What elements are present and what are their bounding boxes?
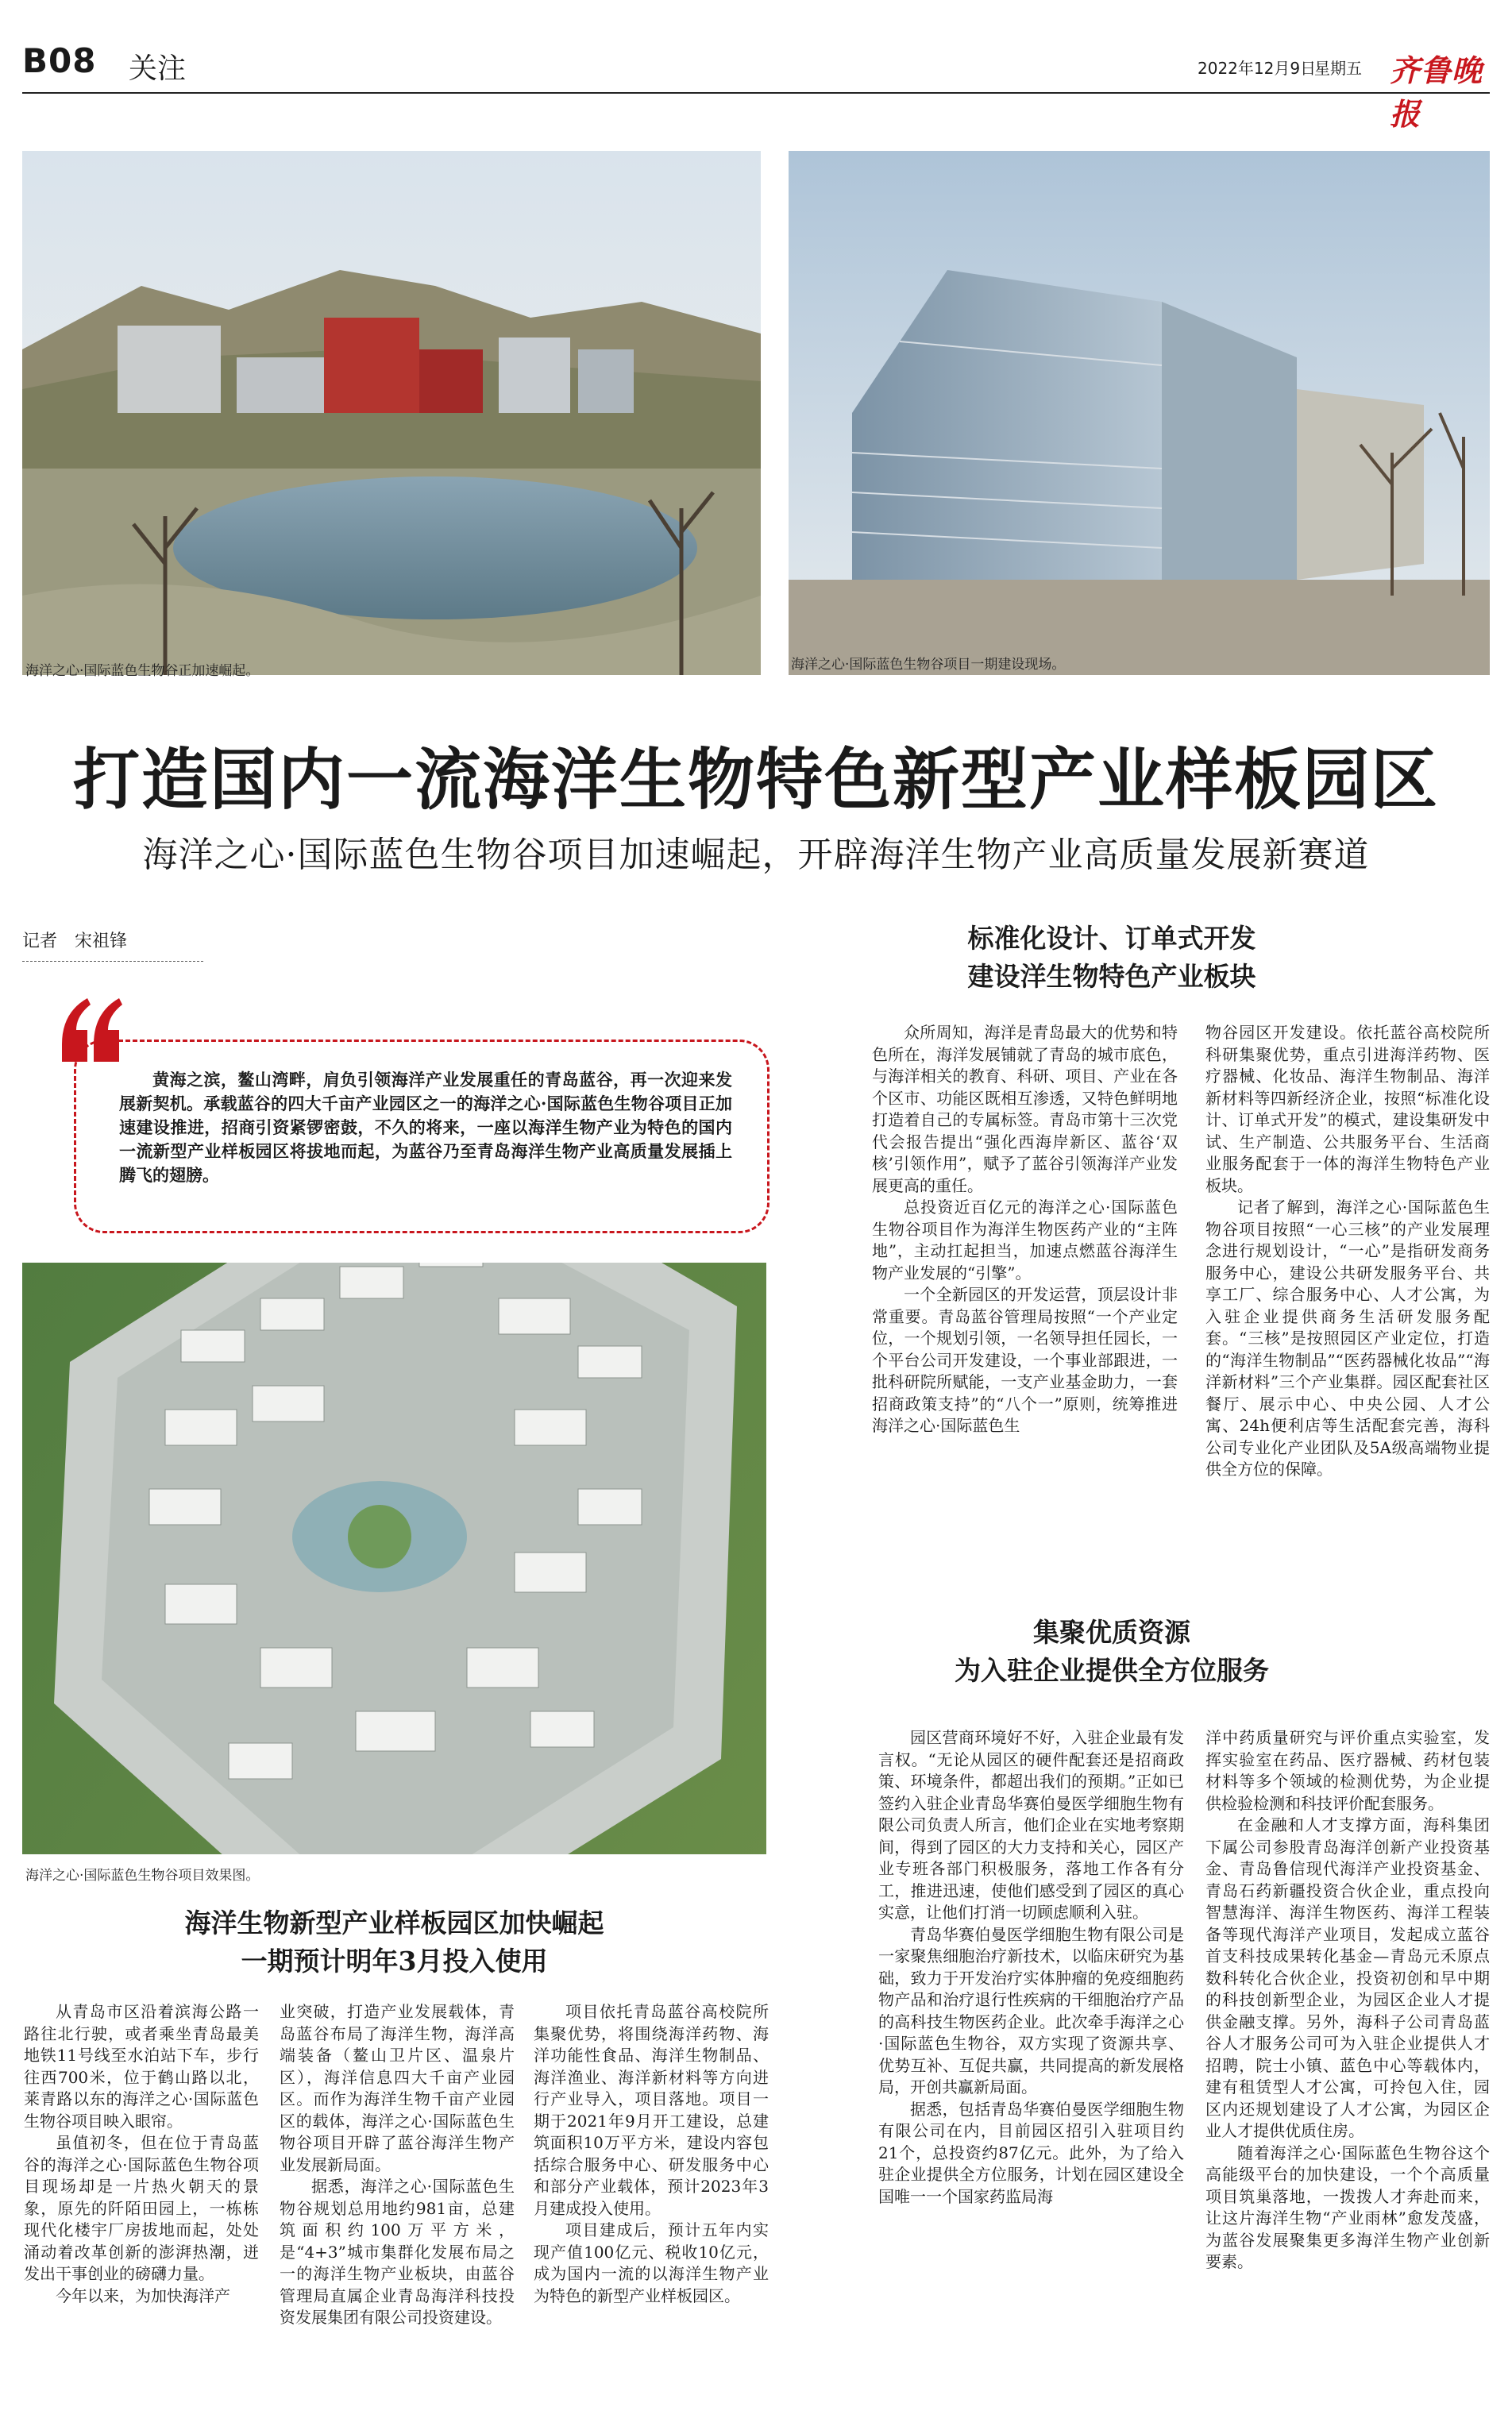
section2-heading-line1: 集聚优质资源 — [1033, 1617, 1190, 1648]
section3-paragraph: 据悉，海洋之心·国际蓝色生物谷规划总用地约981亩，总建筑面积约100万平方米，是“4+3”城市集群化发展布局之一的海洋生物产业板块，由蓝谷管理局直属企业青岛海洋科技投资发展集团有限公司投资建设。 — [280, 2177, 515, 2327]
main-headline: 打造国内一流海洋生物特色新型产业样板园区 — [72, 740, 1439, 819]
photo-construction-site — [789, 151, 1490, 675]
section1-heading-line1: 标准化设计、订单式开发 — [967, 923, 1256, 954]
section3-paragraph: 今年以来，为加快海洋产 — [56, 2285, 230, 2305]
caption-left-photo: 海洋之心·国际蓝色生物谷正加速崛起。 — [25, 663, 260, 679]
quote-mark-icon — [56, 989, 125, 1068]
section1-heading-line2: 建设洋生物特色产业板块 — [967, 961, 1256, 992]
section2-column-2 — [1205, 1727, 1490, 2274]
page-number: B08 — [22, 41, 97, 80]
photo-aerial-rendering — [22, 1263, 766, 1854]
section3-column-2 — [280, 2001, 515, 2329]
caption-right-photo: 海洋之心·国际蓝色生物谷项目一期建设现场。 — [791, 657, 1066, 673]
section2-heading-line2: 为入驻企业提供全方位服务 — [955, 1655, 1269, 1686]
section1-paragraph: 物谷园区开发建设。依托蓝谷高校院所科研集聚优势，重点引进海洋药物、医疗器械、化妆品、海洋生物制品、海洋新材料等四新经济企业，按照“标准化设计、订单式开发”的模式，建设集研发中试、生产制造、公共服务平台、生活商业服务配套于一体的海洋生物特色产业板块。 — [1205, 1023, 1490, 1195]
section2-paragraph: 随着海洋之心·国际蓝色生物谷这个高能级平台的加快建设，一个个高质量项目筑巢落地，一拨拨人才奔赴而来，让这片海洋生物“产业雨林”愈发茂盛，为蓝谷发展聚集更多海洋生物产业创新要素。 — [1205, 2143, 1490, 2271]
section3-paragraph: 从青岛市区沿着滨海公路一路往北行驶，或者乘坐青岛最美地铁11号线至水泊站下车，步行往西700米，位于鹤山路以北，莱青路以东的海洋之心·国际蓝色生物谷项目映入眼帘。 — [24, 2002, 259, 2131]
section1-paragraph: 总投资近百亿元的海洋之心·国际蓝色生物谷项目作为海洋生物医药产业的“主阵地”，主动扛起担当，加速点燃蓝谷海洋生物产业发展的“引擎”。 — [872, 1198, 1178, 1283]
caption-aerial-photo: 海洋之心·国际蓝色生物谷项目效果图。 — [25, 1868, 260, 1884]
issue-weekday: 星期五 — [1314, 59, 1362, 78]
section2-paragraph: 在金融和人才支撑方面，海科集团下属公司参股青岛海洋创新产业投资基金、青岛鲁信现代海洋产业投资基金、青岛石药新疆投资合伙企业，重点投向智慧海洋、海洋生物医药、海洋工程装备等现代海洋产业项目，发起成立蓝谷首支科技成果转化基金—青岛元禾原点数科转化合伙企业，投资初创和早中期的科技创新型企业，为园区企业人才提供金融支撑。另外，海科子公司青岛蓝谷人才服务公司可为入驻企业提供人才招聘，院士小镇、蓝色中心等载体内，建有租赁型人才公寓，可拎包入住，园区内还规划建设了人才公寓，为园区企业人才提供优质住房。 — [1205, 1815, 1490, 2140]
photo-construction-site-image — [789, 151, 1490, 675]
section3-heading-line1: 海洋生物新型产业样板园区加快崛起 — [184, 1907, 604, 1938]
section2-column-1 — [878, 1727, 1184, 2208]
section2-paragraph: 洋中药质量研究与评价重点实验室，发挥实验室在药品、医疗器械、药材包装材料等多个领域的检测优势，为企业提供检验检测和科技评价配套服务。 — [1205, 1728, 1490, 1813]
byline-divider — [22, 961, 203, 962]
section1-column-2 — [1205, 1022, 1490, 1481]
section3-heading — [22, 1904, 766, 1981]
section1-column-1 — [872, 1022, 1178, 1437]
section2-heading — [834, 1614, 1390, 1690]
section3-paragraph: 项目建成后，预计五年内实现产值100亿元、税收10亿元，成为国内一流的以海洋生物产业为特色的新型产业样板园区。 — [534, 2220, 769, 2305]
header-rule — [22, 92, 1490, 94]
section1-heading — [834, 920, 1390, 996]
section3-paragraph: 虽值初冬，但在位于青岛蓝谷的海洋之心·国际蓝色生物谷项目现场却是一片热火朝天的景象，原先的阡陌田园上，一栋栋现代化楼宇厂房拔地而起，处处涌动着改革创新的澎湃热潮，迸发出干事创业的磅礴力量。 — [24, 2133, 259, 2283]
section2-paragraph: 据悉，包括青岛华赛伯曼医学细胞生物有限公司在内，目前园区招引入驻项目约21个，总投资约87亿元。此外，为了给入驻企业提供全方位服务，计划在园区建设全国唯一一个国家药监局海 — [878, 2099, 1184, 2206]
section1-paragraph: 一个全新园区的开发运营，顶层设计非常重要。青岛蓝谷管理局按照“一个产业定位，一个规划引领，一名领导担任园长，一个平台公司开发建设，一个事业部跟进，一批科研院所赋能，一支产业基金助力，一套招商政策支持”的“八个一”原则，统筹推进海洋之心·国际蓝色生 — [872, 1285, 1178, 1435]
section2-paragraph: 园区营商环境好不好，入驻企业最有发言权。“无论从园区的硬件配套还是招商政策、环境条件，都超出我们的预期。”正如已签约入驻企业青岛华赛伯曼医学细胞生物有限公司负责人所言，他们企业在实地考察期间，得到了园区的大力支持和关心，园区产业专班各部门积极服务，落地工作各有分工，推进迅速，使他们感受到了园区的真心实意，让他们打消一切顾虑顺利入驻。 — [878, 1728, 1184, 1922]
photo-park-overview-image — [22, 151, 761, 675]
issue-date: 2022年12月9日 — [1198, 59, 1317, 78]
byline: 记者 宋祖锋 — [22, 932, 128, 951]
section1-paragraph: 记者了解到，海洋之心·国际蓝色生物谷项目按照“一心三核”的产业发展理念进行规划设计，“一心”是指研发商务服务中心，建设公共研发服务平台、共享工厂、综合服务中心、人才公寓，为入驻企业提供商务生活研发服务配套。“三核”是按照园区产业定位，打造的“海洋生物制品”“医药器械化妆品”“海洋新材料”三个产业集群。园区配套社区餐厅、展示中心、中央公园、人才公寓、24h便利店等生活配套完善，海科公司专业化产业团队及5A级高端物业提供全方位的保障。 — [1205, 1198, 1490, 1479]
newspaper-logo: 齐鲁晚报 — [1390, 52, 1483, 132]
section2-paragraph: 青岛华赛伯曼医学细胞生物有限公司是一家聚焦细胞治疗新技术，以临床研究为基础，致力于开发治疗实体肿瘤的免疫细胞药物产品和治疗退行性疾病的干细胞治疗产品的高科技生物医药企业。此次牵手海洋之心·国际蓝色生物谷，双方实现了资源共享、优势互补、互促共赢，共同提高的新发展格局，开创共赢新局面。 — [878, 1924, 1184, 2096]
lead-paragraph: 黄海之滨，鳌山湾畔，肩负引领海洋产业发展重任的青岛蓝谷，再一次迎来发展新契机。承载蓝谷的四大千亩产业园区之一的海洋之心·国际蓝色生物谷项目正加速建设推进，招商引资紧锣密鼓，不久的将来，一座以海洋生物产业为特色的国内一流新型产业样板园区将拔地而起，为蓝谷乃至青岛海洋生物产业高质量发展插上腾飞的翅膀。 — [119, 1070, 732, 1185]
section3-paragraph: 项目依托青岛蓝谷高校院所集聚优势，将围绕海洋药物、海洋功能性食品、海洋生物制品、海洋渔业、海洋新材料等方向进行产业导入，项目落地。项目一期于2021年9月开工建设，总建筑面积10万平方米，建设内容包括综合服务中心、研发服务中心和部分产业载体，预计2023年3月建成投入使用。 — [534, 2002, 769, 2218]
section3-heading-line2: 一期预计明年3月投入使用 — [241, 1946, 548, 1977]
section3-column-3 — [534, 2001, 769, 2307]
section-name: 关注 — [129, 52, 187, 85]
section1-paragraph: 众所周知，海洋是青岛最大的优势和特色所在，海洋发展铺就了青岛的城市底色，与海洋相关的教育、科研、项目、产业在各个区市、功能区既相互渗透，又特色鲜明地打造着自己的专属标签。青岛市第十三次党代会报告提出“强化西海岸新区、蓝谷‘双核’引领作用”，赋予了蓝谷引领海洋产业发展更高的重任。 — [872, 1023, 1178, 1195]
photo-aerial-rendering-image — [22, 1263, 766, 1854]
section3-column-1 — [24, 2001, 259, 2307]
section3-paragraph: 业突破，打造产业发展载体，青岛蓝谷布局了海洋生物，海洋高端装备（鳌山卫片区、温泉片区），海洋信息四大千亩产业园区。而作为海洋生物千亩产业园区的载体，海洋之心·国际蓝色生物谷项目开辟了蓝谷海洋生物产业发展新局面。 — [280, 2002, 515, 2174]
sub-headline: 海洋之心·国际蓝色生物谷项目加速崛起，开辟海洋生物产业高质量发展新赛道 — [142, 835, 1370, 875]
photo-park-overview — [22, 151, 761, 675]
